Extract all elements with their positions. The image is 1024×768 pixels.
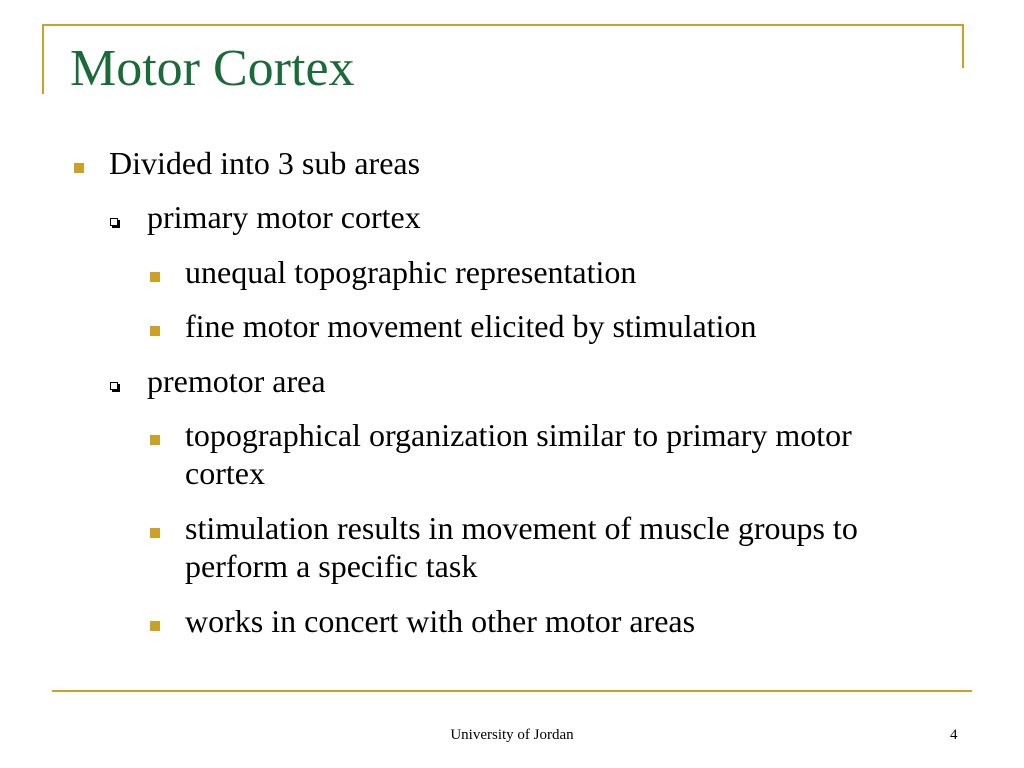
- title-frame-left-line: [42, 24, 44, 94]
- sub-sub-bullet-item: [0, 509, 925, 586]
- sub-sub-bullet-item: [0, 602, 925, 640]
- sub-sub-bullet-text: fine motor movement elicited by stimulation: [185, 308, 757, 345]
- hollow-square-bullet-icon: [110, 382, 118, 390]
- bullet-text: Divided into 3 sub areas: [109, 145, 421, 181]
- footer-text: University of Jordan: [450, 727, 574, 743]
- sub-bullet-item: [0, 362, 1024, 400]
- sub-sub-bullet-item: [0, 307, 925, 345]
- title-frame-right-line: [962, 24, 964, 68]
- sub-sub-bullet-text: stimulation results in movement of muscle groups to perform a specific task: [185, 509, 858, 585]
- gold-square-bullet-icon: [150, 435, 160, 445]
- hollow-square-bullet-icon: [110, 218, 118, 226]
- gold-square-bullet-icon: [150, 272, 160, 282]
- bullet-item: [0, 144, 1024, 182]
- title-frame-top-line: [42, 24, 964, 26]
- gold-square-bullet-icon: [150, 528, 160, 538]
- gold-square-bullet-icon: [150, 326, 160, 336]
- gold-square-bullet-icon: [150, 621, 160, 631]
- gold-square-bullet-icon: [74, 163, 84, 173]
- sub-bullet-item: [0, 198, 1024, 236]
- footer-divider-line: [52, 690, 972, 692]
- sub-bullet-text: premotor area: [147, 362, 326, 399]
- slide-title: Motor Cortex: [70, 40, 355, 97]
- sub-bullet-text: primary motor cortex: [147, 199, 421, 236]
- sub-sub-bullet-text: topographical organization similar to primary motor cortex: [185, 416, 852, 492]
- sub-sub-bullet-item: [0, 416, 925, 493]
- sub-sub-bullet-text: unequal topographic representation: [185, 253, 637, 290]
- sub-sub-bullet-text: works in concert with other motor areas: [185, 602, 696, 639]
- page-number: 4: [950, 727, 958, 743]
- bullet-list: [0, 144, 1024, 656]
- sub-sub-bullet-item: [0, 253, 925, 291]
